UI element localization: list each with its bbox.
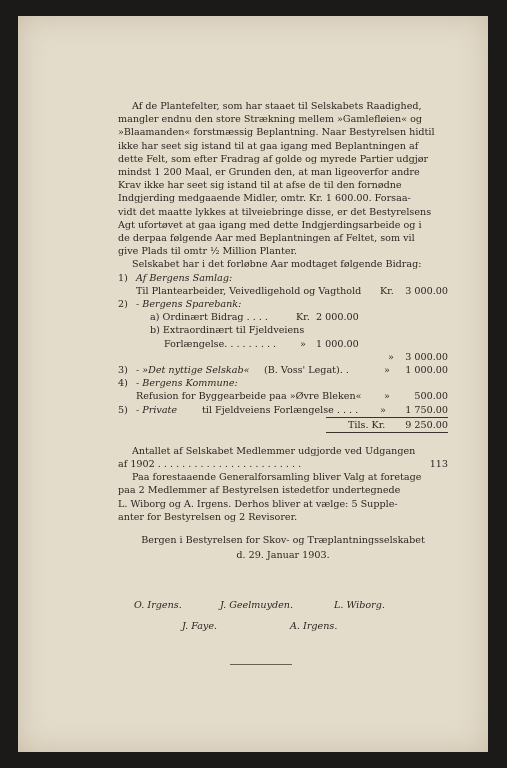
signature-l-wiborg: L. Wiborg. (334, 600, 385, 611)
amount: 1 000.00 (405, 364, 448, 376)
members-paragraph (118, 445, 448, 524)
item-2a-row (118, 311, 448, 324)
item-2-row (118, 298, 448, 311)
intro-line: dette Felt, som efter Fradrag af golde og myrede Partier udgjør (118, 153, 429, 165)
intro-line: Agt ufortøvet at gaa igang med dette Indgjerdingsarbeide og i (118, 219, 422, 231)
item-2-total-row (118, 351, 448, 364)
sub-item-label: a) Ordinært Bidrag . . . . (150, 312, 268, 324)
item-desc: Refusion for Byggearbeide paa »Øvre Bleken« (136, 391, 362, 403)
item-number: 4) (118, 378, 128, 390)
intro-line: mindst 1 200 Maal, er Grunden den, at man ligeoverfor andre (118, 167, 420, 179)
bidrag-intro (118, 258, 448, 271)
intro-line: ikke har seet sig istand til at gaa igang med Beplantningen af (118, 140, 419, 152)
total-label: Tils. Kr. (348, 419, 386, 431)
item-number: 1) (118, 272, 128, 284)
election-line: Paa forestaaende Generalforsamling bliver Valg at foretage (132, 472, 422, 484)
total-rule (326, 417, 448, 418)
intro-line: Indgjerding medgaaende Midler, omtr. Kr. 1 600.00. Forsaa- (118, 193, 411, 205)
members-line: Antallet af Selskabet Medlemmer udgjorde ved Udgangen (132, 445, 416, 457)
members-count: 113 (429, 458, 448, 470)
total-amount: 9 250.00 (405, 419, 448, 431)
item-3-row (118, 364, 448, 377)
item-2b-cont-row (118, 338, 448, 351)
intro-paragraph (118, 100, 448, 258)
signature-j-geelmuyden: J. Geelmuyden. (220, 600, 294, 611)
amount: 2 000.00 (316, 312, 359, 324)
intro-line: give Plads til omtr ½ Million Planter. (118, 246, 298, 258)
total-underline (326, 432, 448, 433)
intro-line: vidt det maatte lykkes at tilveiebringe disse, er det Bestyrelsens (118, 206, 432, 218)
intro-line: de derpaa følgende Aar med Beplantningen af Feltet, som vil (118, 233, 415, 245)
document-body (118, 100, 448, 562)
ditto-sign: » (300, 338, 306, 350)
item-4-desc-row (118, 390, 448, 403)
item-4-row (118, 377, 448, 390)
date-line: d. 29. Januar 1903. (236, 550, 330, 562)
contributions-list (118, 272, 448, 433)
election-line: paa 2 Medlemmer af Bestyrelsen istedetfor undertegnede (118, 485, 401, 497)
item-number: 3) (118, 364, 128, 376)
amount: 1 750.00 (405, 404, 448, 416)
document-page (18, 16, 488, 752)
item-number: 5) (118, 404, 128, 416)
bidrag-intro-text: Selskabet har i det forløbne Aar modtaget følgende Bidrag: (132, 259, 422, 271)
item-5-row (118, 404, 448, 417)
item-desc: til Fjeldveiens Forlængelse . . . . (202, 404, 359, 416)
item-2b-row (118, 324, 448, 337)
election-line: anter for Bestyrelsen og 2 Revisorer. (118, 511, 298, 523)
sub-item-label: Forlængelse. . . . . . . . . (164, 338, 277, 350)
item-name: - Private (136, 404, 178, 416)
item-1-row (118, 272, 448, 285)
signature-j-faye: J. Faye. (182, 621, 218, 632)
sub-item-label: b) Extraordinært til Fjeldveiens (150, 325, 305, 337)
ditto-sign: » (388, 351, 394, 363)
members-leader: af 1902 . . . . . . . . . . . . . . . . . . . . . . . . (118, 458, 302, 470)
place-line: Bergen i Bestyrelsen for Skov- og Træplantningsselskabet (141, 534, 425, 546)
election-line: L. Wiborg og A. Irgens. Derhos bliver at vælge: 5 Supple- (118, 498, 398, 510)
intro-line: mangler endnu den store Strækning mellem »Gamlefløien« og (118, 114, 423, 126)
intro-line: Krav ikke har seet sig istand til at afse de til den fornødne (118, 180, 402, 192)
members-count-row (118, 458, 448, 471)
ditto-sign: » (384, 364, 390, 376)
intro-line: »Blaamanden« forstmæssig Beplantning. Naar Bestyrelsen hidtil (118, 127, 435, 139)
currency: Kr. (380, 285, 394, 297)
item-name: - »Det nyttige Selskab« (136, 364, 250, 376)
ditto-sign: » (380, 404, 386, 416)
item-name: Af Bergens Samlag: (136, 272, 233, 284)
amount: 3 000.00 (405, 285, 448, 297)
total-row (118, 417, 448, 433)
item-desc: Til Plantearbeider, Veivedligehold og Vagthold (136, 285, 362, 297)
currency: Kr. (296, 312, 310, 324)
amount: 500.00 (414, 391, 448, 403)
ditto-sign: » (384, 391, 390, 403)
item-1-desc-row (118, 285, 448, 298)
intro-line: Af de Plantefelter, som har staaet til Selskabets Raadighed, (132, 101, 422, 112)
item-name: - Bergens Sparebank: (136, 299, 242, 311)
closing-rule (230, 664, 292, 665)
signature-a-irgens: A. Irgens. (290, 621, 338, 632)
amount: 1 000.00 (316, 338, 359, 350)
item-name: - Bergens Kommune: (136, 378, 238, 390)
amount: 3 000.00 (405, 351, 448, 363)
signature-o-irgens: O. Irgens. (134, 600, 182, 611)
item-desc: (B. Voss' Legat). . (264, 364, 349, 376)
item-number: 2) (118, 299, 128, 311)
